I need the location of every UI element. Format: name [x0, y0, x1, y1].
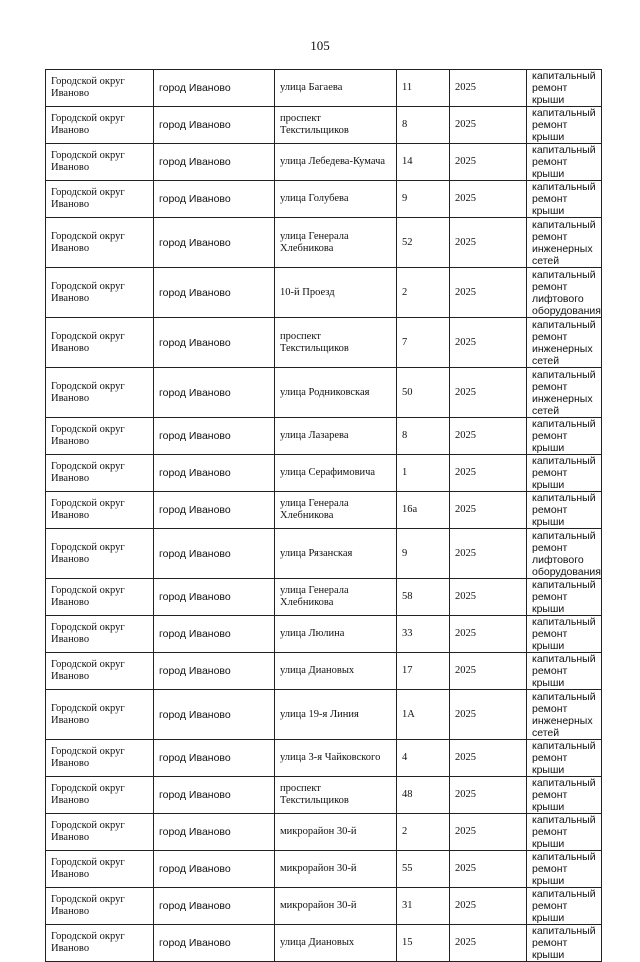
- cell-year: 2025: [450, 181, 527, 218]
- table-row: [46, 418, 602, 455]
- cell-city: город Иваново: [154, 70, 275, 107]
- cell-year: 2025: [450, 740, 527, 777]
- cell-work: капитальный ремонт крыши: [527, 925, 602, 962]
- cell-district: Городской округ Иваново: [46, 690, 154, 740]
- cell-year: 2025: [450, 851, 527, 888]
- cell-house: 11: [397, 70, 450, 107]
- cell-house: 58: [397, 579, 450, 616]
- table-row: [46, 318, 602, 368]
- cell-district: Городской округ Иваново: [46, 492, 154, 529]
- cell-street: улица Генерала Хлебникова: [275, 492, 397, 529]
- cell-district: Городской округ Иваново: [46, 418, 154, 455]
- cell-year: 2025: [450, 653, 527, 690]
- cell-house: 52: [397, 218, 450, 268]
- cell-house: 16а: [397, 492, 450, 529]
- cell-city: город Иваново: [154, 418, 275, 455]
- cell-year: 2025: [450, 318, 527, 368]
- table-row: [46, 888, 602, 925]
- cell-house: 9: [397, 529, 450, 579]
- cell-house: 7: [397, 318, 450, 368]
- cell-work: капитальный ремонт лифтового оборудования: [527, 529, 602, 579]
- cell-work: капитальный ремонт инженерных сетей: [527, 318, 602, 368]
- table-row: [46, 925, 602, 962]
- cell-house: 2: [397, 268, 450, 318]
- cell-work: капитальный ремонт лифтового оборудования: [527, 268, 602, 318]
- cell-district: Городской округ Иваново: [46, 107, 154, 144]
- cell-house: 2: [397, 814, 450, 851]
- cell-work: капитальный ремонт крыши: [527, 492, 602, 529]
- cell-street: улица Багаева: [275, 70, 397, 107]
- cell-street: улица Рязанская: [275, 529, 397, 579]
- table-row: [46, 492, 602, 529]
- cell-work: капитальный ремонт крыши: [527, 579, 602, 616]
- cell-year: 2025: [450, 529, 527, 579]
- cell-year: 2025: [450, 455, 527, 492]
- table-row: [46, 616, 602, 653]
- cell-house: 1: [397, 455, 450, 492]
- cell-city: город Иваново: [154, 579, 275, 616]
- cell-street: улица Диановых: [275, 925, 397, 962]
- cell-city: город Иваново: [154, 888, 275, 925]
- cell-street: улица Генерала Хлебникова: [275, 579, 397, 616]
- table-row: [46, 268, 602, 318]
- cell-work: капитальный ремонт инженерных сетей: [527, 218, 602, 268]
- cell-district: Городской округ Иваново: [46, 318, 154, 368]
- cell-city: город Иваново: [154, 616, 275, 653]
- table-row: [46, 814, 602, 851]
- cell-house: 33: [397, 616, 450, 653]
- cell-street: 10-й Проезд: [275, 268, 397, 318]
- cell-work: капитальный ремонт крыши: [527, 740, 602, 777]
- cell-street: проспект Текстильщиков: [275, 777, 397, 814]
- cell-house: 1А: [397, 690, 450, 740]
- cell-work: капитальный ремонт инженерных сетей: [527, 368, 602, 418]
- cell-city: город Иваново: [154, 318, 275, 368]
- cell-year: 2025: [450, 888, 527, 925]
- cell-house: 4: [397, 740, 450, 777]
- cell-district: Городской округ Иваново: [46, 814, 154, 851]
- cell-work: капитальный ремонт крыши: [527, 70, 602, 107]
- cell-house: 55: [397, 851, 450, 888]
- cell-street: улица Люлина: [275, 616, 397, 653]
- table-row: [46, 529, 602, 579]
- cell-house: 48: [397, 777, 450, 814]
- cell-year: 2025: [450, 690, 527, 740]
- cell-street: микрорайон 30-й: [275, 814, 397, 851]
- cell-district: Городской округ Иваново: [46, 616, 154, 653]
- cell-work: капитальный ремонт крыши: [527, 455, 602, 492]
- cell-street: улица Генерала Хлебникова: [275, 218, 397, 268]
- cell-work: капитальный ремонт крыши: [527, 888, 602, 925]
- cell-year: 2025: [450, 616, 527, 653]
- table-row: [46, 144, 602, 181]
- cell-work: капитальный ремонт крыши: [527, 144, 602, 181]
- cell-year: 2025: [450, 579, 527, 616]
- cell-district: Городской округ Иваново: [46, 888, 154, 925]
- cell-city: город Иваново: [154, 107, 275, 144]
- cell-house: 17: [397, 653, 450, 690]
- cell-street: проспект Текстильщиков: [275, 107, 397, 144]
- cell-year: 2025: [450, 107, 527, 144]
- cell-house: 15: [397, 925, 450, 962]
- cell-city: город Иваново: [154, 777, 275, 814]
- cell-year: 2025: [450, 925, 527, 962]
- cell-street: микрорайон 30-й: [275, 888, 397, 925]
- cell-street: улица 19-я Линия: [275, 690, 397, 740]
- table-row: [46, 579, 602, 616]
- cell-city: город Иваново: [154, 368, 275, 418]
- cell-work: капитальный ремонт крыши: [527, 616, 602, 653]
- cell-street: улица 3-я Чайковского: [275, 740, 397, 777]
- cell-district: Городской округ Иваново: [46, 144, 154, 181]
- cell-work: капитальный ремонт крыши: [527, 814, 602, 851]
- cell-year: 2025: [450, 218, 527, 268]
- cell-work: капитальный ремонт крыши: [527, 181, 602, 218]
- cell-house: 14: [397, 144, 450, 181]
- cell-city: город Иваново: [154, 218, 275, 268]
- cell-year: 2025: [450, 144, 527, 181]
- repair-schedule-table: [45, 69, 602, 962]
- cell-city: город Иваново: [154, 653, 275, 690]
- cell-year: 2025: [450, 492, 527, 529]
- cell-house: 8: [397, 418, 450, 455]
- cell-street: улица Родниковская: [275, 368, 397, 418]
- table-row: [46, 107, 602, 144]
- cell-district: Городской округ Иваново: [46, 181, 154, 218]
- cell-district: Городской округ Иваново: [46, 218, 154, 268]
- cell-street: проспект Текстильщиков: [275, 318, 397, 368]
- table-row: [46, 70, 602, 107]
- cell-city: город Иваново: [154, 925, 275, 962]
- cell-year: 2025: [450, 814, 527, 851]
- cell-city: город Иваново: [154, 740, 275, 777]
- cell-district: Городской округ Иваново: [46, 70, 154, 107]
- cell-city: город Иваново: [154, 144, 275, 181]
- cell-city: город Иваново: [154, 268, 275, 318]
- table-row: [46, 181, 602, 218]
- cell-district: Городской округ Иваново: [46, 368, 154, 418]
- table-row: [46, 740, 602, 777]
- cell-district: Городской округ Иваново: [46, 268, 154, 318]
- cell-house: 31: [397, 888, 450, 925]
- page-number: 105: [310, 38, 330, 53]
- cell-year: 2025: [450, 268, 527, 318]
- cell-work: капитальный ремонт крыши: [527, 777, 602, 814]
- cell-city: город Иваново: [154, 492, 275, 529]
- cell-street: улица Голубева: [275, 181, 397, 218]
- cell-street: улица Серафимовича: [275, 455, 397, 492]
- cell-city: город Иваново: [154, 690, 275, 740]
- cell-work: капитальный ремонт крыши: [527, 851, 602, 888]
- cell-district: Городской округ Иваново: [46, 653, 154, 690]
- table-row: [46, 368, 602, 418]
- cell-work: капитальный ремонт крыши: [527, 653, 602, 690]
- table-row: [46, 653, 602, 690]
- table-row: [46, 777, 602, 814]
- cell-city: город Иваново: [154, 814, 275, 851]
- cell-house: 8: [397, 107, 450, 144]
- cell-district: Городской округ Иваново: [46, 455, 154, 492]
- cell-work: капитальный ремонт крыши: [527, 418, 602, 455]
- cell-year: 2025: [450, 368, 527, 418]
- cell-district: Городской округ Иваново: [46, 777, 154, 814]
- table-body: [46, 70, 602, 962]
- table-row: [46, 851, 602, 888]
- table-row: [46, 455, 602, 492]
- cell-work: капитальный ремонт крыши: [527, 107, 602, 144]
- table-row: [46, 218, 602, 268]
- cell-city: город Иваново: [154, 455, 275, 492]
- cell-work: капитальный ремонт инженерных сетей: [527, 690, 602, 740]
- cell-district: Городской округ Иваново: [46, 740, 154, 777]
- cell-year: 2025: [450, 418, 527, 455]
- cell-street: микрорайон 30-й: [275, 851, 397, 888]
- cell-year: 2025: [450, 70, 527, 107]
- cell-district: Городской округ Иваново: [46, 529, 154, 579]
- cell-city: город Иваново: [154, 851, 275, 888]
- cell-district: Городской округ Иваново: [46, 925, 154, 962]
- cell-city: город Иваново: [154, 181, 275, 218]
- cell-year: 2025: [450, 777, 527, 814]
- cell-street: улица Лазарева: [275, 418, 397, 455]
- cell-house: 9: [397, 181, 450, 218]
- cell-district: Городской округ Иваново: [46, 579, 154, 616]
- cell-city: город Иваново: [154, 529, 275, 579]
- table-row: [46, 690, 602, 740]
- cell-house: 50: [397, 368, 450, 418]
- cell-street: улица Диановых: [275, 653, 397, 690]
- cell-street: улица Лебедева-Кумача: [275, 144, 397, 181]
- cell-district: Городской округ Иваново: [46, 851, 154, 888]
